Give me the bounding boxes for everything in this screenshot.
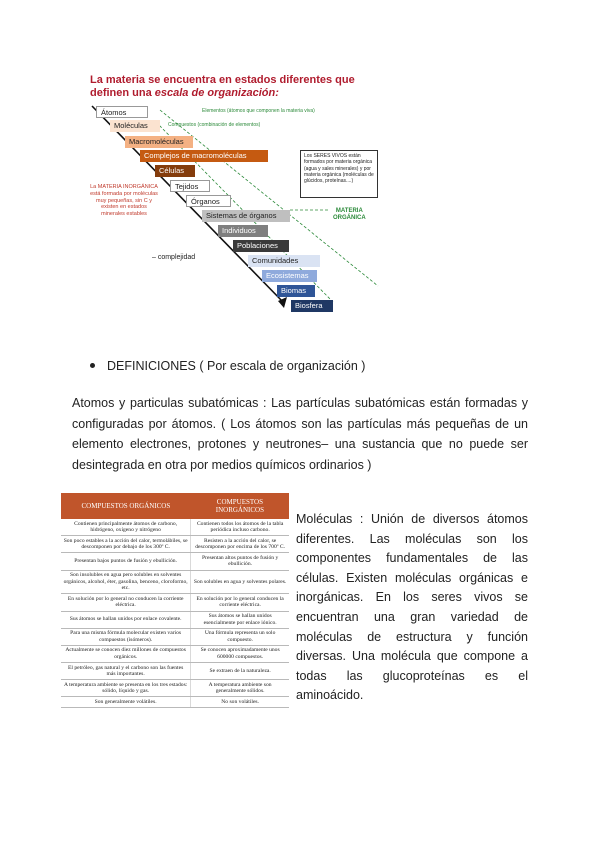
level-bar-2: Moléculas xyxy=(110,120,160,132)
cell-inorganic: Se extraen de la naturaleza. xyxy=(191,663,289,680)
cell-organic: Contienen principalmente átomos de carbono, hidrógeno, oxígeno y nitrógeno xyxy=(61,519,191,536)
level-bar-1: Átomos xyxy=(96,106,148,118)
organic-matter-label xyxy=(333,208,366,222)
compounds-table xyxy=(61,493,289,708)
level-bar-10: Poblaciones xyxy=(233,240,289,252)
definitions-bullet xyxy=(90,359,365,373)
table-row xyxy=(61,611,289,628)
note-elements: Elementos (átomos que componen la materia viva) xyxy=(202,108,315,114)
cell-organic: A temperatura ambiente se presenta en los tres estados: sólido, líquido y gas. xyxy=(61,680,191,697)
cell-organic: Son generalmente volátiles. xyxy=(61,697,191,708)
organic-label-line1: MATERIA xyxy=(335,208,363,214)
header-inorganic: COMPUESTOS INORGÁNICOS xyxy=(191,493,289,519)
table-row xyxy=(61,697,289,708)
cell-organic: Actualmente se conocen diez millones de compuestos orgánicos. xyxy=(61,645,191,662)
level-bar-12: Ecosistemas xyxy=(262,270,317,282)
note-compounds: Compuestos (combinación de elementos) xyxy=(168,122,261,128)
cell-inorganic: Presentan altos puntos de fusión y ebullición. xyxy=(191,553,289,570)
table-row xyxy=(61,594,289,611)
table-row xyxy=(61,645,289,662)
level-bar-4: Complejos de macromoléculas xyxy=(140,150,268,162)
cell-organic: Son poco estables a la acción del calor, termolábiles, se descomponen por debajo de los 300º C. xyxy=(61,536,191,553)
level-bar-9: Individuos xyxy=(218,225,268,237)
table-row xyxy=(61,663,289,680)
bullet-dot-icon xyxy=(90,363,95,368)
level-bar-6: Tejidos xyxy=(170,180,210,192)
cell-inorganic: En solución por lo general conducen la corriente eléctrica. xyxy=(191,594,289,611)
cell-organic: En solución por lo general no conducen la corriente eléctrica. xyxy=(61,594,191,611)
level-bar-11: Comunidades xyxy=(248,255,320,267)
table-row xyxy=(61,570,289,594)
organic-label-line2: ORGÁNICA xyxy=(333,215,366,221)
table-row xyxy=(61,553,289,570)
level-bar-8: Sistemas de órganos xyxy=(202,210,290,222)
inorganic-note: La MATERIA INORGÁNICA está formada por moléculas muy pequeñas, sin C y existen en estados minerales estables xyxy=(90,184,158,218)
cell-organic: Sus átomos se hallan unidos por enlace covalente. xyxy=(61,611,191,628)
cell-inorganic: Sus átomos se hallan unidos esencialmente por enlace iónico. xyxy=(191,611,289,628)
level-bar-5: Células xyxy=(155,165,195,177)
cell-inorganic: Son solubles en agua y solventes polares. xyxy=(191,570,289,594)
figure-title-prefix: definen una xyxy=(90,87,155,99)
cell-inorganic: Se conocen aproximadamente unos 600000 compuestos. xyxy=(191,645,289,662)
table-header-row xyxy=(61,493,289,519)
cell-inorganic: Resisten a la acción del calor, se descomponen por encima de los 700º C. xyxy=(191,536,289,553)
atoms-paragraph: Atomos y particulas subatómicas : Las partículas subatómicas están formadas y configuradas por átomos. ( Los átomos son las partículas más pequeñas de un elemento electrones, protones y neutrones– una sustancia que no puede ser desintegrada en otra por medios químicos ordinarios ) xyxy=(72,396,528,472)
living-beings-note: Los SERES VIVOS están formados por materia orgánica (agua y sales minerales) y por materia orgánica (moléculas de glúcidos, proteínas....) xyxy=(300,150,378,198)
table-row xyxy=(61,536,289,553)
table-row xyxy=(61,519,289,536)
molecules-paragraph: Moléculas : Unión de diversos átomos diferentes. Las moléculas son los componentes fundamentales de las células. Existen moléculas orgánicas e inorgánicas. En los seres vivos se encuentran una gran variedad de moléculas de estructura y función diversas. Una molécula que compone a todas las glucoproteínas es el aminoácido. xyxy=(296,512,528,703)
organization-scale-figure xyxy=(78,66,400,316)
definitions-heading: DEFINICIONES ( Por escala de organización ) xyxy=(107,359,366,373)
table-row xyxy=(61,680,289,697)
figure-title-italic: escala de organización: xyxy=(154,87,279,99)
header-organic: COMPUESTOS ORGÁNICOS xyxy=(61,493,191,519)
cell-inorganic: Una fórmula representa un solo compuesto. xyxy=(191,628,289,645)
cell-organic: El petróleo, gas natural y el carbono son las fuentes más importantes. xyxy=(61,663,191,680)
table-row xyxy=(61,628,289,645)
cell-inorganic: No son volátiles. xyxy=(191,697,289,708)
level-bar-7: Órganos xyxy=(186,195,231,207)
cell-organic: Para una misma fórmula molecular existen varios compuestos (isómeros). xyxy=(61,628,191,645)
level-bar-14: Biosfera xyxy=(291,300,333,312)
cell-organic: Son insolubles en agua pero solubles en solventes orgánicos, alcohol, éter, gasolina, benceno, cloroformo, etc. xyxy=(61,570,191,594)
cell-inorganic: Contienen todos los átomos de la tabla periódica incluso carbono. xyxy=(191,519,289,536)
figure-title-line1: La materia se encuentra en estados diferentes que xyxy=(90,74,355,86)
complexity-label: – complejidad xyxy=(152,254,196,261)
cell-inorganic: A temperatura ambiente son generalmente sólidos. xyxy=(191,680,289,697)
cell-organic: Presentan bajos puntos de fusión y ebullición. xyxy=(61,553,191,570)
level-bar-3: Macromoléculas xyxy=(125,136,193,148)
level-bar-13: Biomas xyxy=(277,285,315,297)
